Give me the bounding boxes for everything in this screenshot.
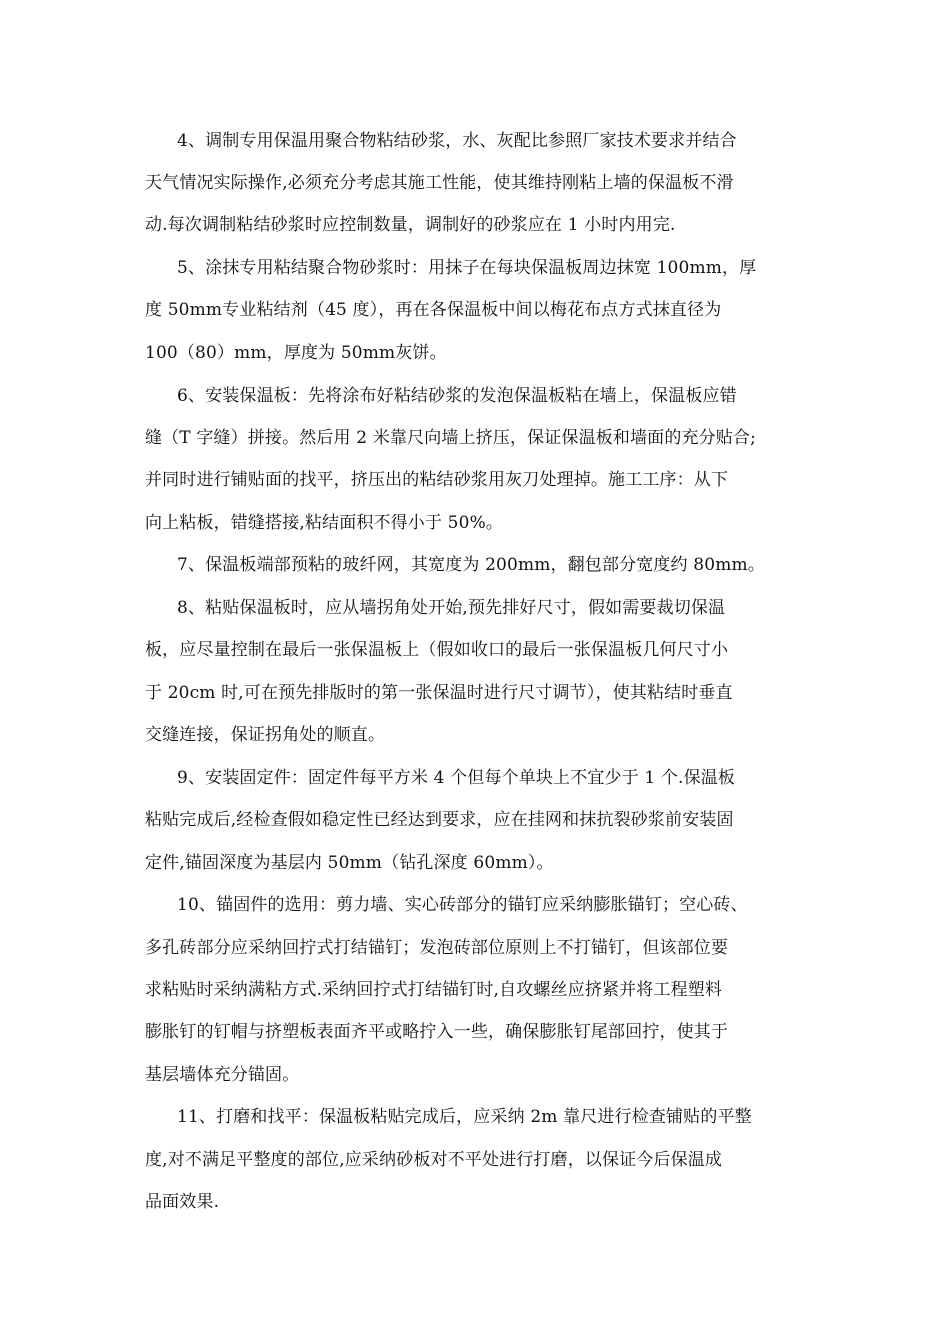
paragraph-first-line: 4、调制专用保温用聚合物粘结砂浆，水、灰配比参照厂家技术要求并结合 bbox=[177, 131, 737, 151]
paragraph-first-line: 5、涂抹专用粘结聚合物砂浆时：用抹子在每块保温板周边抹宽 100mm，厚 bbox=[177, 258, 757, 278]
paragraph-line: 交缝连接，保证拐角处的顺直。 bbox=[145, 725, 386, 745]
paragraph-line: 动.每次调制粘结砂浆时应控制数量，调制好的砂浆应在 1 小时内用完. bbox=[145, 215, 676, 235]
paragraph-line: 于 20cm 时,可在预先排版时的第一张保温时进行尺寸调节），使其粘结时垂直 bbox=[145, 683, 733, 703]
paragraph-line: 天气情况实际操作,必须充分考虑其施工性能，使其维持刚粘上墙的保温板不滑 bbox=[145, 173, 734, 193]
paragraph-line: 100（80）mm，厚度为 50mm灰饼。 bbox=[145, 343, 447, 363]
paragraph-line: 求粘贴时采纳满粘方式.采纳回拧式打结锚钉时,自攻螺丝应挤紧并将工程塑料 bbox=[145, 980, 723, 1000]
paragraph-line: 膨胀钉的钉帽与挤塑板表面齐平或略拧入一些，确保膨胀钉尾部回拧，使其于 bbox=[145, 1022, 729, 1042]
paragraph-line: 度 50mm专业粘结剂（45 度），再在各保温板中间以梅花布点方式抹直径为 bbox=[145, 300, 722, 320]
paragraph-line: 板，应尽量控制在最后一张保温板上（假如收口的最后一张保温板几何尺寸小 bbox=[145, 640, 729, 660]
paragraph-line: 多孔砖部分应采纳回拧式打结锚钉；发泡砖部位原则上不打锚钉，但该部位要 bbox=[145, 938, 729, 958]
paragraph-line: 品面效果. bbox=[145, 1192, 220, 1212]
paragraph-first-line: 9、安装固定件：固定件每平方米 4 个但每个单块上不宜少于 1 个.保温板 bbox=[177, 768, 736, 788]
paragraph-first-line: 7、保温板端部预粘的玻纤网，其宽度为 200mm，翻包部分宽度约 80mm。 bbox=[177, 555, 765, 575]
paragraph-first-line: 8、粘贴保温板时，应从墙拐角处开始,预先排好尺寸，假如需要裁切保温 bbox=[177, 598, 726, 618]
paragraph-first-line: 11、打磨和找平：保温板粘贴完成后，应采纳 2m 靠尺进行检查铺贴的平整 bbox=[177, 1107, 752, 1127]
paragraph-line: 基层墙体充分锚固。 bbox=[145, 1065, 300, 1085]
paragraph-first-line: 10、锚固件的选用：剪力墙、实心砖部分的锚钉应采纳膨胀锚钉；空心砖、 bbox=[177, 895, 748, 915]
paragraph-line: 粘贴完成后,经检查假如稳定性已经达到要求，应在挂网和抹抗裂砂浆前安装固 bbox=[145, 810, 734, 830]
paragraph-line: 缝（T 字缝）拼接。然后用 2 米靠尺向墙上挤压，保证保温板和墙面的充分贴合; bbox=[145, 428, 756, 448]
paragraph-line: 向上粘板，错缝搭接,粘结面积不得小于 50%。 bbox=[145, 513, 504, 533]
paragraph-line: 定件,锚固深度为基层内 50mm（钻孔深度 60mm）。 bbox=[145, 853, 554, 873]
paragraph-line: 度,对不满足平整度的部位,应采纳砂板对不平处进行打磨，以保证今后保温成 bbox=[145, 1150, 723, 1170]
paragraph-first-line: 6、安装保温板：先将涂布好粘结砂浆的发泡保温板粘在墙上，保温板应错 bbox=[177, 386, 737, 406]
paragraph-line: 并同时进行铺贴面的找平，挤压出的粘结砂浆用灰刀处理掉。施工工序：从下 bbox=[145, 470, 729, 490]
